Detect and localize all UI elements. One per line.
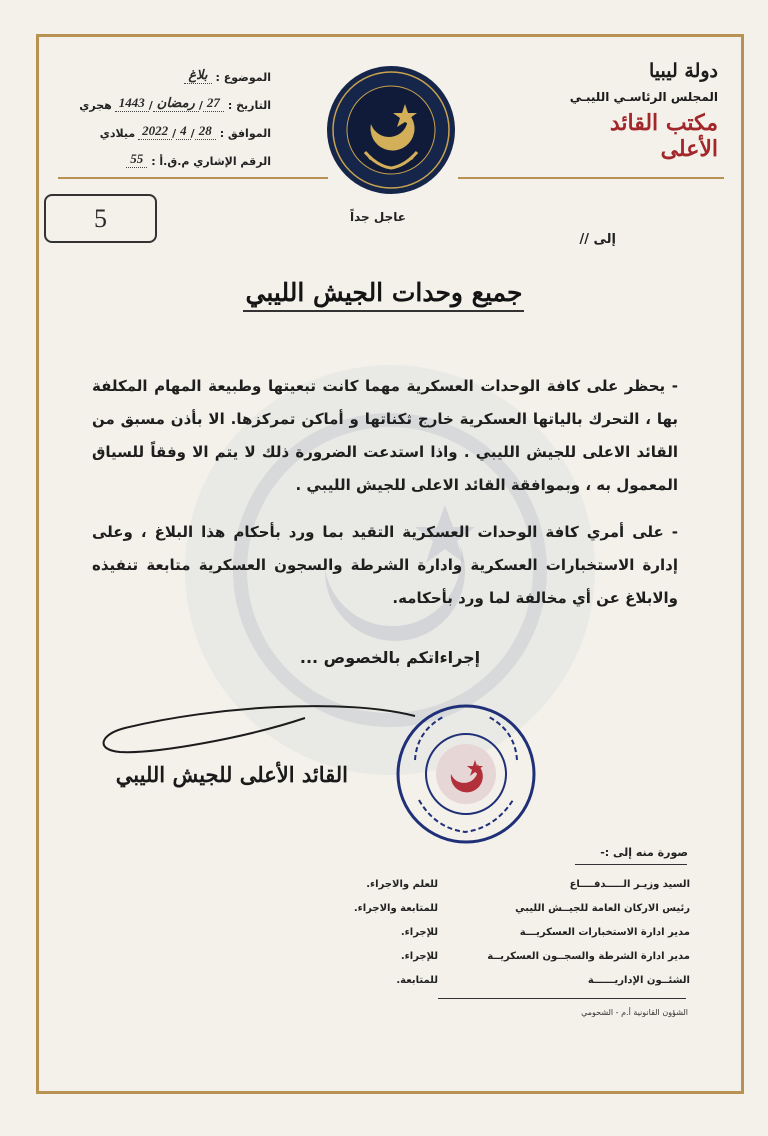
- equiv-day: 28: [195, 123, 216, 140]
- cc-purpose: للإجراء.: [400, 950, 438, 962]
- equiv-suffix: ميلادي: [99, 127, 136, 140]
- recipients-title: جميع وحدات الجيش الليبي: [245, 278, 523, 307]
- cc-recipient: مدير ادارة الشرطة والسجــون العسكريــة: [487, 950, 690, 962]
- subject-label: الموضوع :: [215, 71, 271, 84]
- letterhead: [548, 60, 718, 162]
- cc-recipient: مدير ادارة الاستخبارات العسكريـــة: [519, 926, 690, 938]
- letter-body: [92, 370, 678, 629]
- header-divider-left: [58, 177, 328, 179]
- cc-row: [318, 872, 690, 896]
- cc-row: [318, 896, 690, 920]
- cc-purpose: للمتابعة والاجراء.: [353, 902, 438, 914]
- cc-row: [318, 920, 690, 944]
- cc-title: صورة منه إلى :-: [600, 846, 688, 859]
- subject-row: [66, 56, 271, 84]
- cc-recipient: رئيس الاركان العامة للجيــش الليبي: [515, 902, 690, 914]
- cc-row: [318, 968, 690, 992]
- cc-recipient: السيد وزيـر الـــــدفــــاع: [569, 878, 690, 890]
- cc-purpose: للمتابعة.: [396, 974, 438, 986]
- signature-icon: [95, 698, 425, 768]
- paragraph-2: - على أمري كافة الوحدات العسكرية التقيد بما ورد بأحكام هذا البلاغ ، وعلى إدارة الاستخبارات العسكرية وادارة الشرطة والسجون العسكرية متابعة تنفيذه والابلاغ عن أي مخالفة لما ورد بأحكامه.: [92, 523, 678, 607]
- cc-title-underline: [575, 864, 687, 865]
- cc-recipient: الشئــون الإداريــــــة: [587, 974, 690, 986]
- handwritten-number-box: 5: [44, 194, 157, 243]
- header-divider-right: [458, 177, 724, 179]
- cc-bottom-rule: [438, 998, 686, 999]
- date-label: التاريخ :: [227, 99, 271, 112]
- official-stamp-icon: [395, 700, 537, 848]
- signer-title: القائد الأعلى للجيش الليبي: [115, 762, 348, 787]
- hijri-date-row: التاريخ : 27 / رمضان / 1443 هجري: [79, 95, 271, 112]
- subject-value: بلاغ: [184, 67, 211, 84]
- council-name: المجلس الرئاسـي الليبـي: [569, 90, 718, 104]
- closing-line: إجراءاتكم بالخصوص ...: [299, 648, 481, 667]
- date-month: رمضان: [153, 95, 199, 112]
- equiv-label: الموافق :: [219, 127, 271, 140]
- title-underline: [243, 310, 524, 312]
- to-label: إلى //: [579, 232, 616, 247]
- cc-purpose: للإجراء.: [400, 926, 438, 938]
- gregorian-date-row: الموافق : 28 / 4 / 2022 ميلادي: [99, 123, 271, 140]
- urgent-label: عاجل جداً: [350, 210, 406, 224]
- ref-value: 55: [126, 151, 147, 168]
- office-name: مكتب القائد الأعلى: [609, 110, 718, 162]
- date-day: 27: [203, 95, 224, 112]
- cc-purpose: للعلم والاجراء.: [366, 878, 438, 890]
- cc-row: [318, 944, 690, 968]
- equiv-month: 4: [176, 123, 191, 140]
- cc-list: [318, 872, 690, 992]
- date-year: 1443: [115, 95, 149, 112]
- state-name: دولة ليبيا: [648, 60, 718, 82]
- footer-note: الشؤون القانونية أ.م - الشحومي: [581, 1008, 688, 1017]
- document-meta: [66, 56, 271, 168]
- reference-row: [66, 140, 271, 168]
- equiv-year: 2022: [138, 123, 172, 140]
- presidential-council-emblem-icon: [325, 62, 457, 202]
- date-suffix: هجري: [79, 99, 112, 112]
- ref-label: الرقم الإشاري م.ق.أ :: [151, 155, 271, 168]
- paragraph-1: - يحظر على كافة الوحدات العسكرية مهما كانت تبعيتها وطبيعة المهام المكلفة بها ، التحرك بالياتها العسكرية خارج ثكناتها و أماكن تمركزها. الا بأذن مسبق من القائد الاعلى للجيش الليبي . واذا استدعت الضرورة ذلك لا يتم الا وفقاً للسياق المعمول به ، وبموافقة القائد الاعلى للجيش الليبي .: [92, 377, 678, 494]
